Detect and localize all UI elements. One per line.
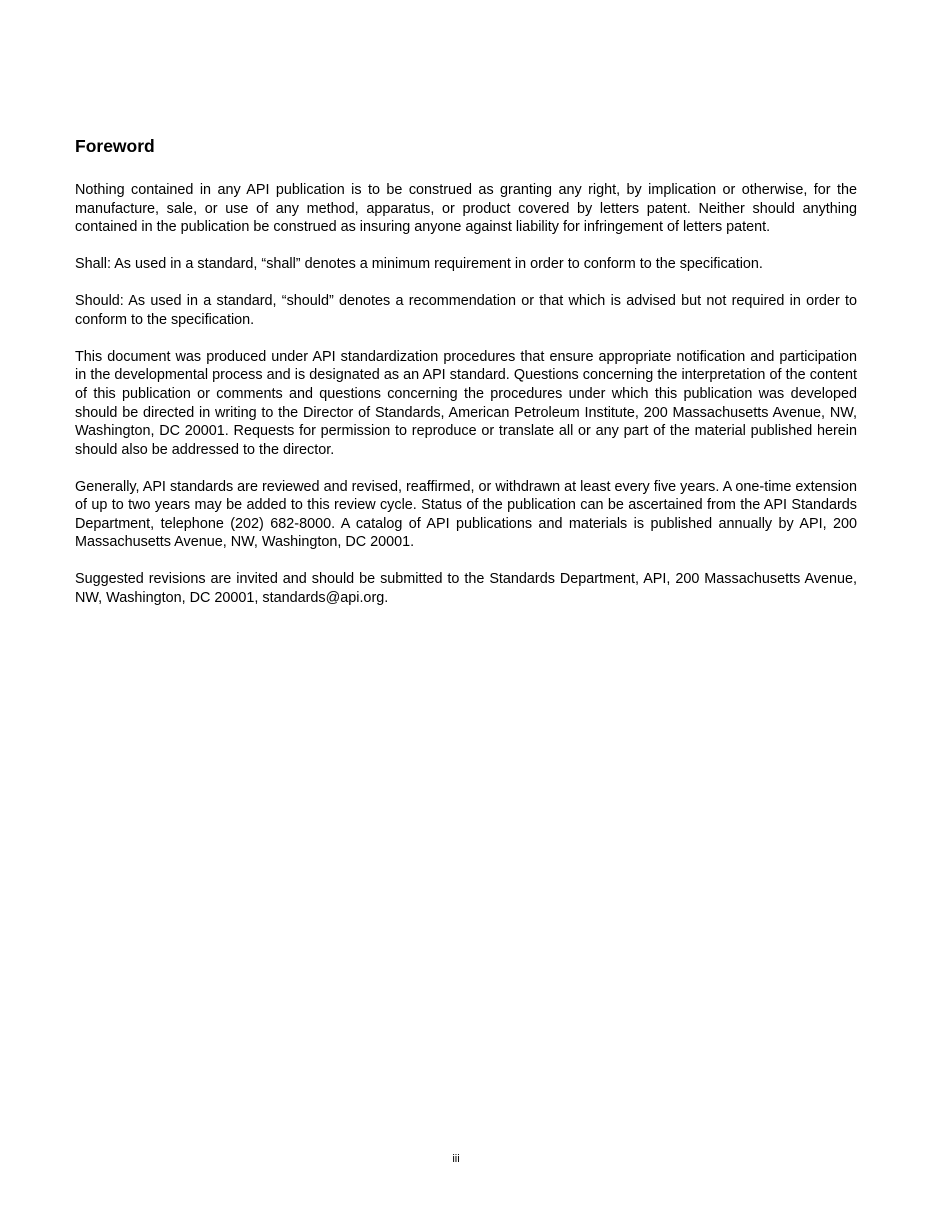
paragraph-should-definition: Should: As used in a standard, “should” denotes a recommendation or that which is advised but not required in order to conform to the specification. xyxy=(75,293,857,328)
paragraph-review-cycle: Generally, API standards are reviewed and revised, reaffirmed, or withdrawn at least every five years. A one-time extension of up to two years may be added to this review cycle. Status of the publication can be ascertained from the API Standards Department, telephone (202) 682-8000. A catalog of API publications and materials is published annually by API, 200 Massachusetts Avenue, NW, Washington, DC 20001. xyxy=(75,478,857,551)
page-number: iii xyxy=(452,1153,460,1165)
paragraph-shall-definition: Shall: As used in a standard, “shall” denotes a minimum requirement in order to conform to the specification. xyxy=(75,256,763,273)
paragraph-patent-disclaimer: Nothing contained in any API publication is to be construed as granting any right, by implication or otherwise, for the manufacture, sale, or use of any method, apparatus, or product covered by letters patent. Neither should anything contained in the publication be construed as insuring anyone against liability for infringement of letters patent. xyxy=(75,182,857,236)
document-body xyxy=(75,135,857,626)
page-title: Foreword xyxy=(75,136,155,156)
paragraph-suggested-revisions: Suggested revisions are invited and should be submitted to the Standards Department, API, 200 Massachusetts Avenue, NW, Washington, DC 20001, standards@api.org. xyxy=(75,571,857,607)
paragraph-standardization-procedures: This document was produced under API standardization procedures that ensure appropriate notification and participation in the developmental process and is designated as an API standard. Questions concerning the interpretation of the content of this publication or comments and questions concerning the procedures under which this publication was developed should be directed in writing to the Director of Standards, American Petroleum Institute, 200 Massachusetts Avenue, NW, Washington, DC 20001. Requests for permission to reproduce or translate all or any part of the material published herein should also be addressed to the director. xyxy=(75,348,857,458)
